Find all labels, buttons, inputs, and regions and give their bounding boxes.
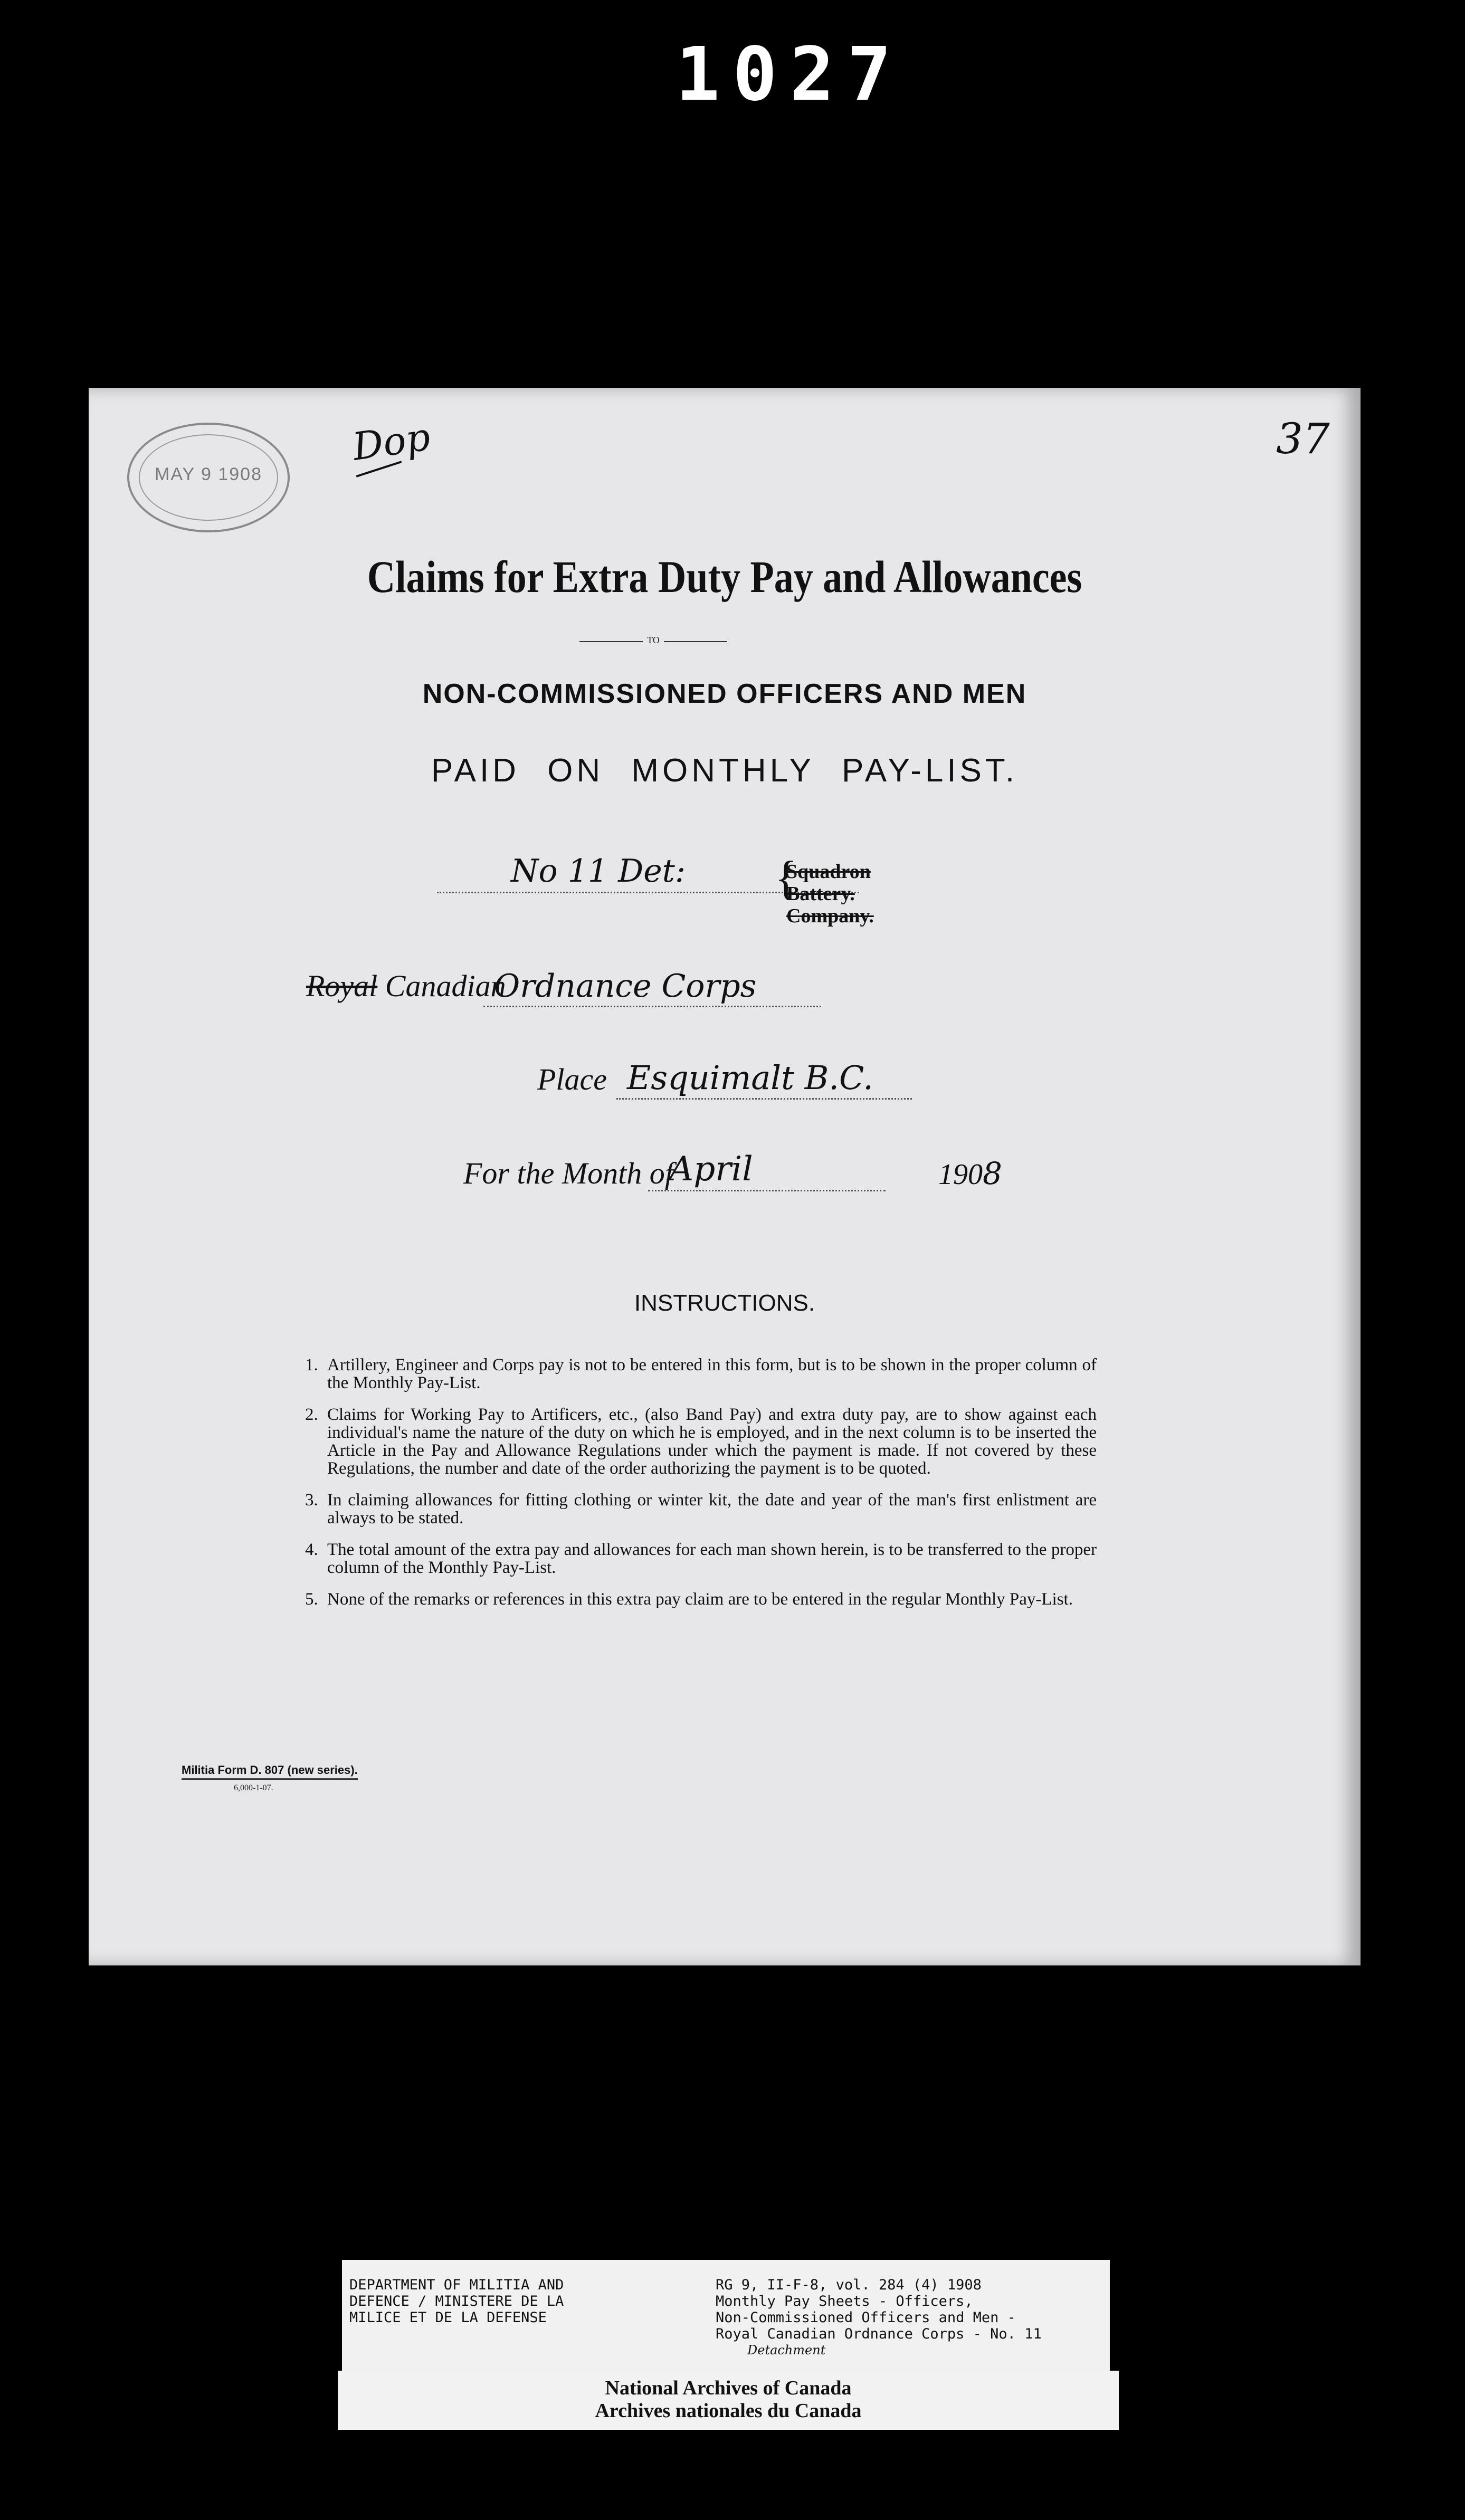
corps-field [483,968,821,1007]
archives-banner [338,2371,1119,2430]
form-identifier: Militia Form D. 807 (new series). [182,1763,358,1780]
record-handwritten-note: Detachment [747,2343,826,2357]
corps-prefix: Canadian [385,969,506,1003]
archive-reference-label [342,2260,1110,2371]
corps-label [306,968,506,1004]
unit-type-squadron: Squadron [786,861,871,883]
instruction-item: 5. None of the remarks or references in this extra pay claim are to be entered in the regular Monthly Pay-List. [305,1590,1073,1609]
place-label: Place [537,1062,607,1096]
instruction-item: 4. The total amount of the extra pay and allowances for each man shown herein, is to be transferred to the proper column of the Monthly Pay-List. [305,1540,1097,1577]
received-stamp [127,423,290,532]
unit-type-battery: Battery. [786,883,855,905]
to-divider [579,635,727,646]
year-printed: 190 [938,1158,983,1191]
archives-name-en: National Archives of Canada [605,2377,852,2399]
page-number: 37 [1276,414,1330,463]
unit-value: No 11 Det: [511,853,686,890]
form-subtitle: NON-COMMISSIONED OFFICERS AND MEN [422,679,1027,709]
month-value: April [669,1150,753,1189]
month-field [648,1150,886,1191]
corps-value: Ordnance Corps [494,968,757,1005]
unit-type-options [786,861,874,927]
form-subtitle-2: PAID ON MONTHLY PAY-LIST. [431,752,1019,789]
unit-type-company: Company. [786,905,874,927]
instruction-item: 1. Artillery, Engineer and Corps pay is not to be entered in this form, but is to be shown in the proper column of the Monthly Pay-List. [305,1356,1097,1392]
corps-prefix-struck: Royal [306,969,378,1003]
department-name: DEPARTMENT OF MILITIA AND DEFENCE / MINISTERE DE LA MILICE ET DE LA DEFENSE [349,2277,564,2326]
to-label: TO [643,635,664,645]
form-print-code: 6,000-1-07. [234,1783,273,1792]
instructions-list [305,1356,1097,1622]
record-reference: RG 9, II-F-8, vol. 284 (4) 1908 Monthly Pay Sheets - Officers, Non-Commissioned Officers and Men - Royal Canadian Ordnance Corps - No. 11 Detachment [716,2277,1106,2359]
year-field [938,1156,1002,1191]
archives-name-fr: Archives nationales du Canada [595,2400,862,2422]
annotation-dop: Dop [349,414,433,469]
instruction-item: 2. Claims for Working Pay to Artificers, etc., (also Band Pay) and extra duty pay, are to show against each individual's name the nature of the duty on which he is employed, and in the next column is to be inserted the Article in the Pay and Allowance Regulations under which the payment is made. If not covered by these Regulations, the number and date of the order authorizing the payment is to be quoted. [305,1405,1097,1478]
place-value: Esquimalt B.C. [627,1058,873,1097]
instruction-item: 3. In claiming allowances for fitting clothing or winter kit, the date and year of the man's first enlistment are always to be stated. [305,1491,1097,1528]
reel-number: 1027 [676,32,905,118]
form-title: Claims for Extra Duty Pay and Allowances [367,551,1082,602]
stamp-date: MAY 9 1908 [155,464,262,484]
instructions-title: INSTRUCTIONS. [634,1290,815,1316]
unit-brace: { [775,852,798,904]
year-handwritten: 8 [983,1156,1002,1191]
month-label: For the Month of [463,1156,673,1190]
place-field [616,1058,912,1100]
claim-form-sheet [89,388,1361,1965]
